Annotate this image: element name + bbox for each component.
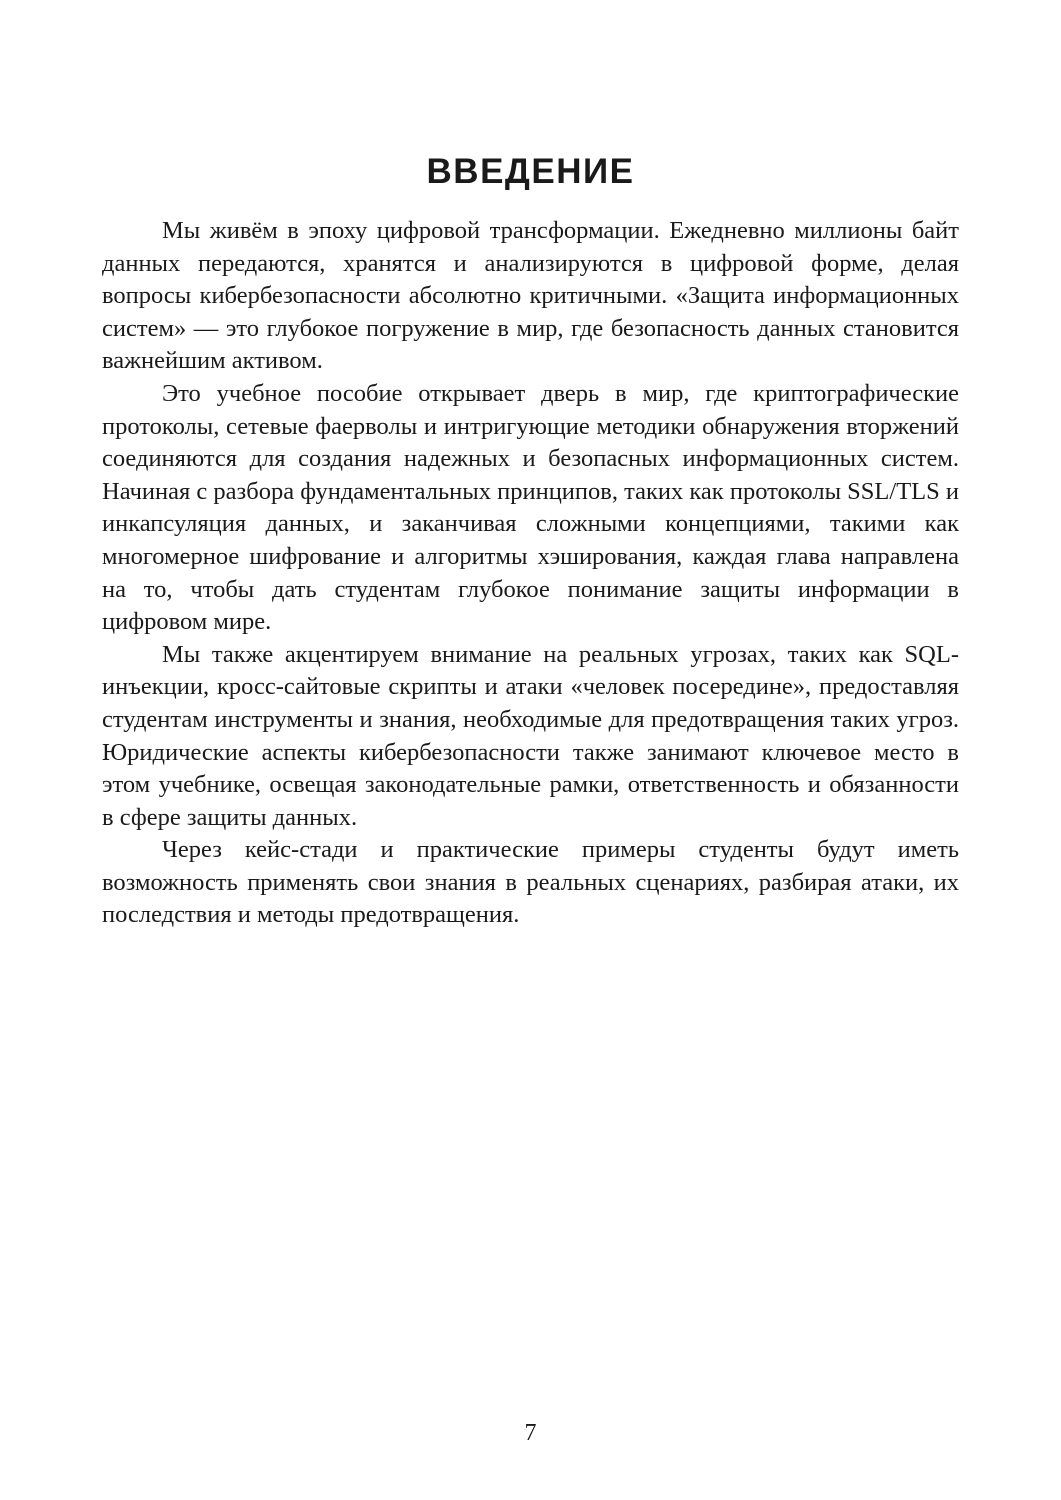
page-number: 7 [524,1420,537,1446]
paragraph-4: Через кейс-стади и практические примеры студенты будут иметь возможность применять свои знания в реальных сценариях, разбирая атаки, их последствия и методы предотвращения. [102,836,959,929]
page-title: ВВЕДЕНИЕ [426,152,635,191]
paragraph-2: Это учебное пособие открывает дверь в мир, где криптографические протоколы, сетевые фаерволы и интригующие методики обнаружения вторжений соединяются для создания надежных и безопасных информационных систем. Начиная с разбора фундаментальных принципов, таких как протоколы SSL/TLS и инкапсуляция данных, и заканчивая сложными концепциями, такими как многомерное шифрование и алгоритмы хэширования, каждая глава направлена на то, чтобы дать студентам глубокое понимание защиты информации в цифровом мире. [102,379,959,636]
paragraph-1: Мы живём в эпоху цифровой трансформации. Ежедневно миллионы байт данных передаются, хранятся и анализируются в цифровой форме, делая вопросы кибербезопасности абсолютно критичными. «Защита информационных систем» — это глубокое погружение в мир, где безопасность данных становится важнейшим активом. [102,217,959,375]
body-text [102,215,959,932]
paragraph-3: Мы также акцентируем внимание на реальных угрозах, таких как SQL-инъекции, кросс-сайтовые скрипты и атаки «человек посередине», предоставляя студентам инструменты и знания, необходимые для предотвращения таких угроз. Юридические аспекты кибербезопасности также занимают ключевое место в этом учебнике, освещая законодательные рамки, ответственность и обязанности в сфере защиты данных. [102,640,959,831]
